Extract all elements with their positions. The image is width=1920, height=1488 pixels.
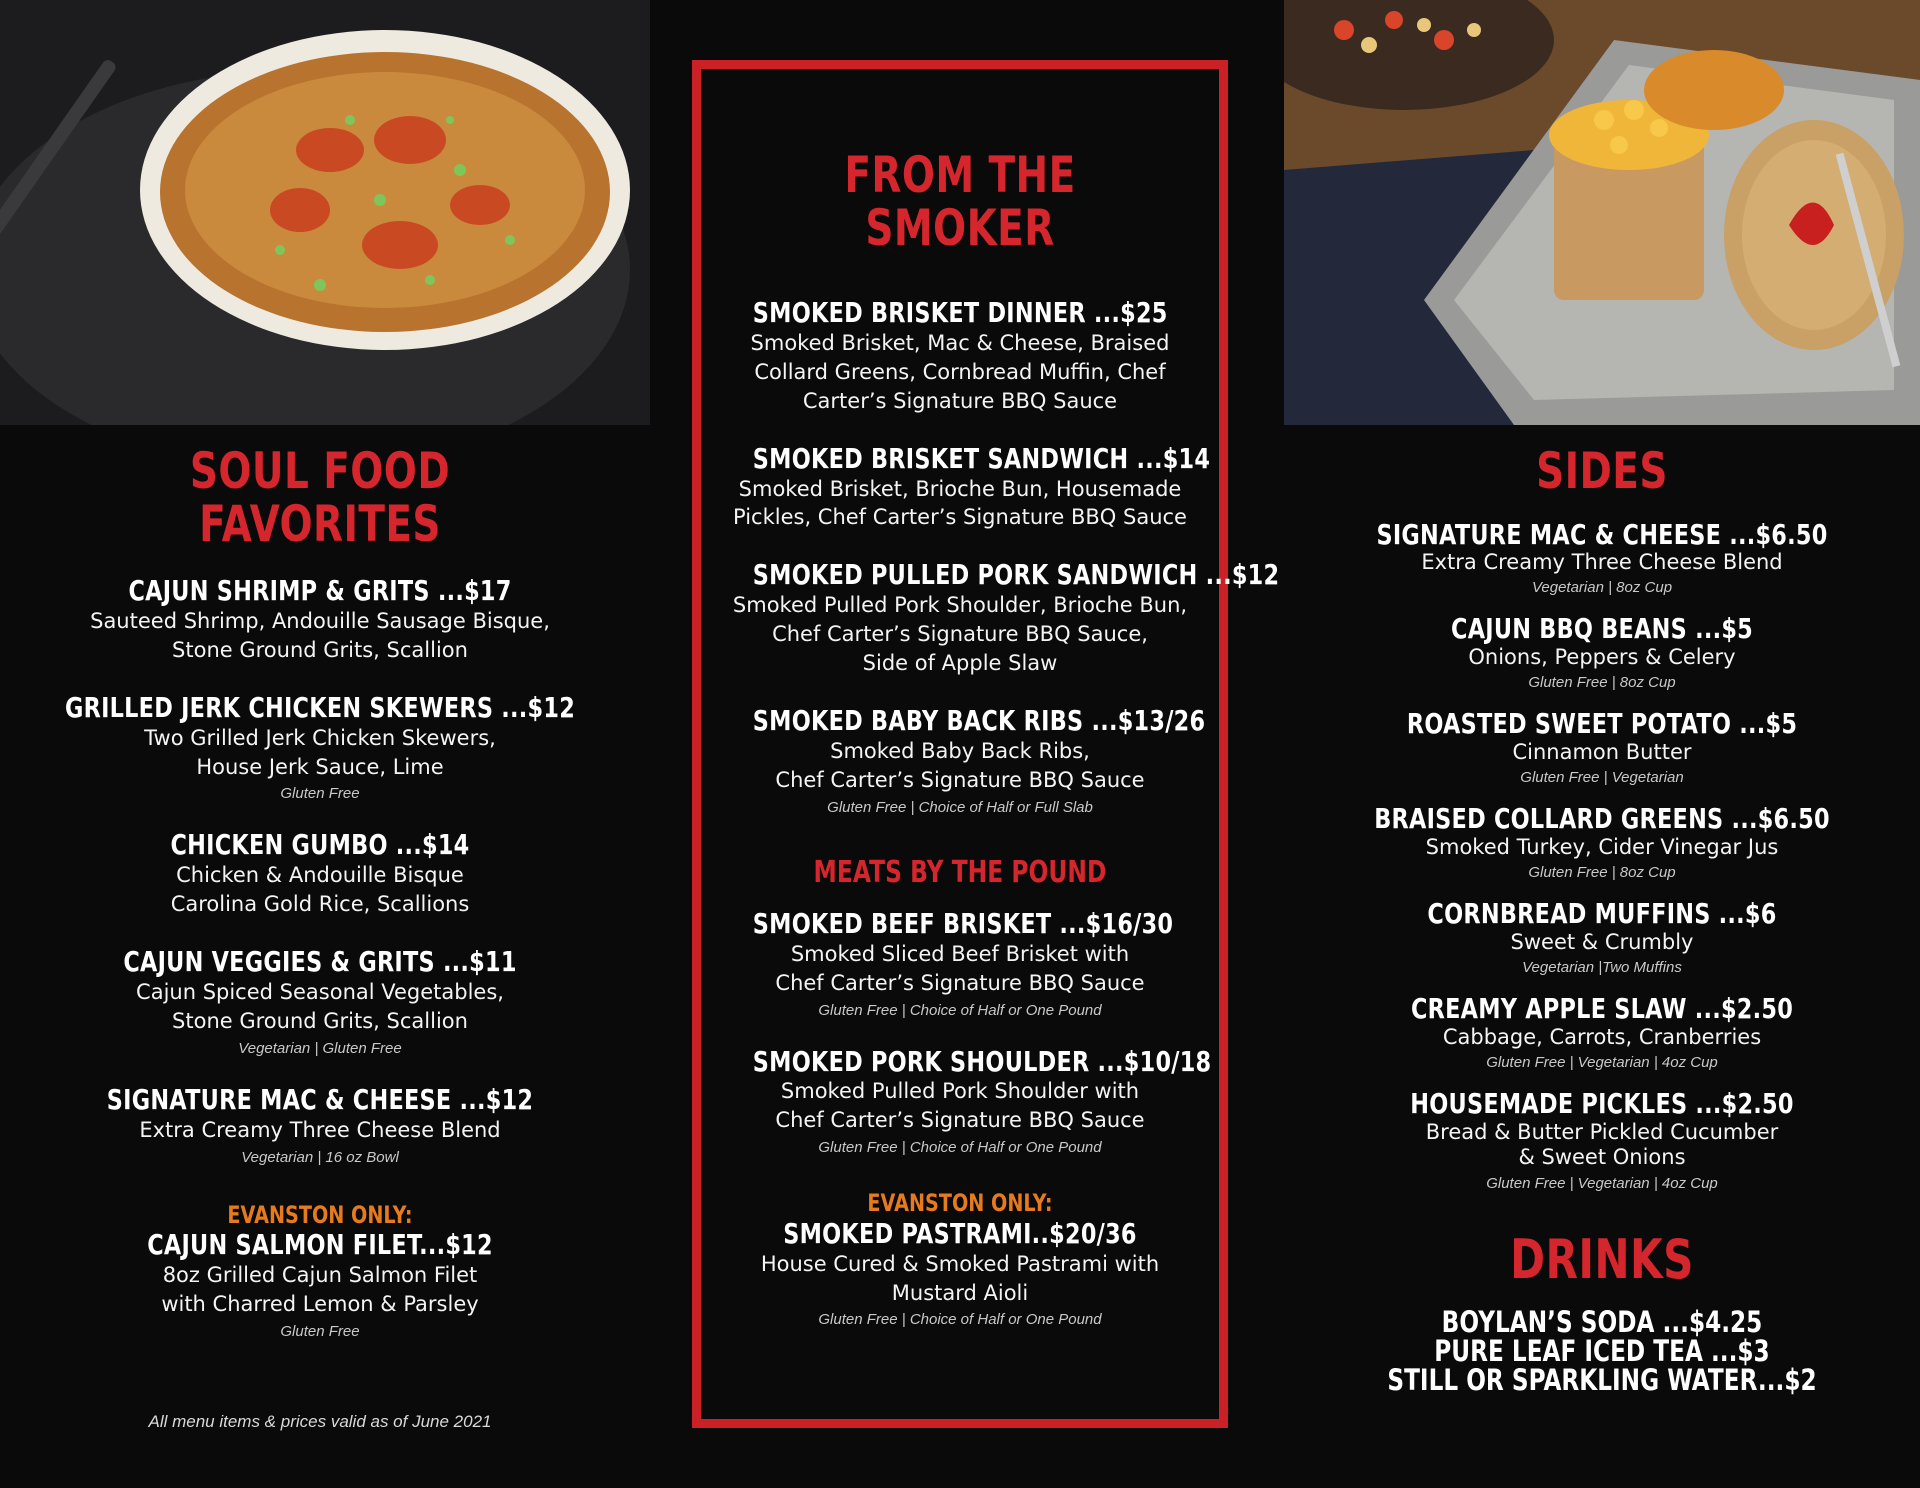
item-name: HOUSEMADE PICKLES ...$2.50 [1410,1087,1794,1121]
menu-item [1284,899,1920,976]
menu-item [701,558,1280,678]
item-notes: Gluten Free | 8oz Cup [1528,674,1676,692]
item-notes: Gluten Free | Choice of Half or One Pound [818,1001,1102,1019]
menu-item [1284,1089,1920,1191]
menu-item [701,906,1219,1019]
item-desc: House Cured & Smoked Pastrami with Mustard Aioli [760,1251,1160,1305]
item-desc: Smoked Sliced Beef Brisket with Chef Carter’s Signature BBQ Sauce [775,941,1145,995]
evanston-item [701,1190,1219,1328]
item-desc: Smoked Turkey, Cider Vinegar Jus [1425,835,1779,860]
item-name: CHICKEN GUMBO ...$14 [170,828,470,862]
item-desc: Extra Creamy Three Cheese Blend [139,1117,501,1142]
item-name: SMOKED PORK SHOULDER ...$10/18 [752,1044,1212,1078]
section-title-drinks: DRINKS [1510,1227,1694,1291]
evanston-label: EVANSTON ONLY: [227,1200,413,1229]
item-desc: Sweet & Crumbly [1510,930,1694,955]
menu-item [701,298,1219,416]
item-desc: Smoked Baby Back Ribs, Chef Carter’s Signature BBQ Sauce [775,738,1145,792]
section-title-sides: SIDES [1536,442,1668,500]
soul-food-section [0,442,640,1368]
item-name: SMOKED BRISKET DINNER ...$25 [752,296,1168,329]
item-notes: Gluten Free | Choice of Half or One Pound [818,1311,1102,1329]
shrimp-grits-photo [0,0,650,425]
menu-item [1284,614,1920,691]
evanston-item [0,1202,640,1340]
item-name: CAJUN SHRIMP & GRITS ...$17 [128,574,512,607]
menu-item [701,706,1219,816]
item-desc: Smoked Brisket, Brioche Bun, Housemade Pickles, Chef Carter’s Signature BBQ Sauce [733,476,1187,530]
item-desc: Sauteed Shrimp, Andouille Sausage Bisque, Stone Ground Grits, Scallion [90,608,550,662]
menu-item [0,830,640,919]
item-desc: 8oz Grilled Cajun Salmon Filet with Charred Lemon & Parsley [161,1262,479,1316]
item-name: SMOKED PULLED PORK SANDWICH ...$12 [752,558,1280,592]
item-desc: Smoked Pulled Pork Shoulder, Brioche Bun, Chef Carter’s Signature BBQ Sauce, Side of Apple Slaw [732,593,1188,676]
item-desc: Chicken & Andouille Bisque Carolina Gold Rice, Scallions [170,863,470,917]
item-name: BRAISED COLLARD GREENS ...$6.50 [1374,802,1830,836]
item-desc: Cabbage, Carrots, Cranberries [1442,1025,1762,1050]
item-notes: Gluten Free | Choice of Half or One Pound [818,1139,1102,1157]
menu-item [1284,709,1920,786]
item-notes: Gluten Free [280,1322,360,1340]
item-name: GRILLED JERK CHICKEN SKEWERS ...$12 [64,690,576,724]
item-notes: Gluten Free | Vegetarian [1520,769,1684,787]
menu-item [1284,994,1920,1071]
item-notes: Gluten Free | Vegetarian | 4oz Cup [1486,1174,1718,1192]
drink-item: STILL OR SPARKLING WATER...$2 [1387,1363,1817,1398]
item-name: CAJUN VEGGIES & GRITS ...$11 [123,945,517,979]
section-title-soul-food: SOUL FOOD FAVORITES [189,442,451,553]
item-notes: Vegetarian | Gluten Free [238,1039,402,1057]
footnote: All menu items & prices valid as of June 2021 [148,1412,492,1431]
item-name: CAJUN BBQ BEANS ...$5 [1451,612,1753,646]
mac-cheese-tray-photo [1284,0,1920,425]
menu-item [0,690,640,803]
item-desc: Bread & Butter Pickled Cucumber & Sweet Onions [1425,1120,1779,1170]
item-desc: Onions, Peppers & Celery [1468,645,1736,670]
item-desc: Smoked Brisket, Mac & Cheese, Braised Collard Greens, Cornbread Muffin, Chef Carter’s Signature BBQ Sauce [750,330,1170,413]
menu-item [1284,804,1920,881]
smoker-section [692,60,1280,1428]
item-name: SMOKED BEEF BRISKET ...$16/30 [752,906,1174,940]
item-desc: Smoked Pulled Pork Shoulder with Chef Carter’s Signature BBQ Sauce [775,1079,1145,1133]
menu-item [701,1044,1219,1157]
subtitle-meats-by-pound: MEATS BY THE POUND [813,854,1107,890]
item-name: ROASTED SWEET POTATO ...$5 [1406,707,1798,741]
menu-item [701,441,1219,533]
menu-item [0,947,640,1057]
item-notes: Gluten Free | Vegetarian | 4oz Cup [1486,1054,1718,1072]
drink-item: BOYLAN’S SODA ...$4.25 [1441,1305,1763,1340]
drink-item: PURE LEAF ICED TEA ...$3 [1434,1334,1770,1369]
item-name: SMOKED PASTRAMI..$20/36 [783,1216,1137,1250]
item-desc: Two Grilled Jerk Chicken Skewers, House Jerk Sauce, Lime [144,725,496,779]
item-notes: Gluten Free | Choice of Half or Full Slab [827,798,1093,816]
item-desc: Cajun Spiced Seasonal Vegetables, Stone Ground Grits, Scallion [136,980,504,1033]
item-name: SMOKED BABY BACK RIBS ...$13/26 [752,704,1206,738]
evanston-label: EVANSTON ONLY: [867,1189,1053,1218]
item-name: SMOKED BRISKET SANDWICH ...$14 [752,441,1211,475]
menu-item [0,576,640,665]
menu-item [1284,517,1920,597]
item-notes: Vegetarian | 8oz Cup [1531,579,1673,597]
item-notes: Vegetarian |Two Muffins [1522,959,1682,977]
sides-section [1284,442,1920,1398]
menu-item [0,1082,640,1166]
item-name: SIGNATURE MAC & CHEESE ...$12 [106,1082,534,1116]
item-name: CREAMY APPLE SLAW ...$2.50 [1410,992,1794,1026]
item-name: CAJUN SALMON FILET...$12 [147,1228,493,1262]
item-desc: Cinnamon Butter [1512,740,1692,765]
item-notes: Gluten Free | 8oz Cup [1528,864,1676,882]
item-name: CORNBREAD MUFFINS ...$6 [1427,897,1777,931]
item-desc: Extra Creamy Three Cheese Blend [1421,550,1783,575]
item-name: SIGNATURE MAC & CHEESE ...$6.50 [1376,517,1828,551]
section-title-smoker: FROM THE SMOKER [844,146,1076,257]
item-notes: Vegetarian | 16 oz Bowl [241,1148,399,1166]
item-notes: Gluten Free [280,785,360,803]
